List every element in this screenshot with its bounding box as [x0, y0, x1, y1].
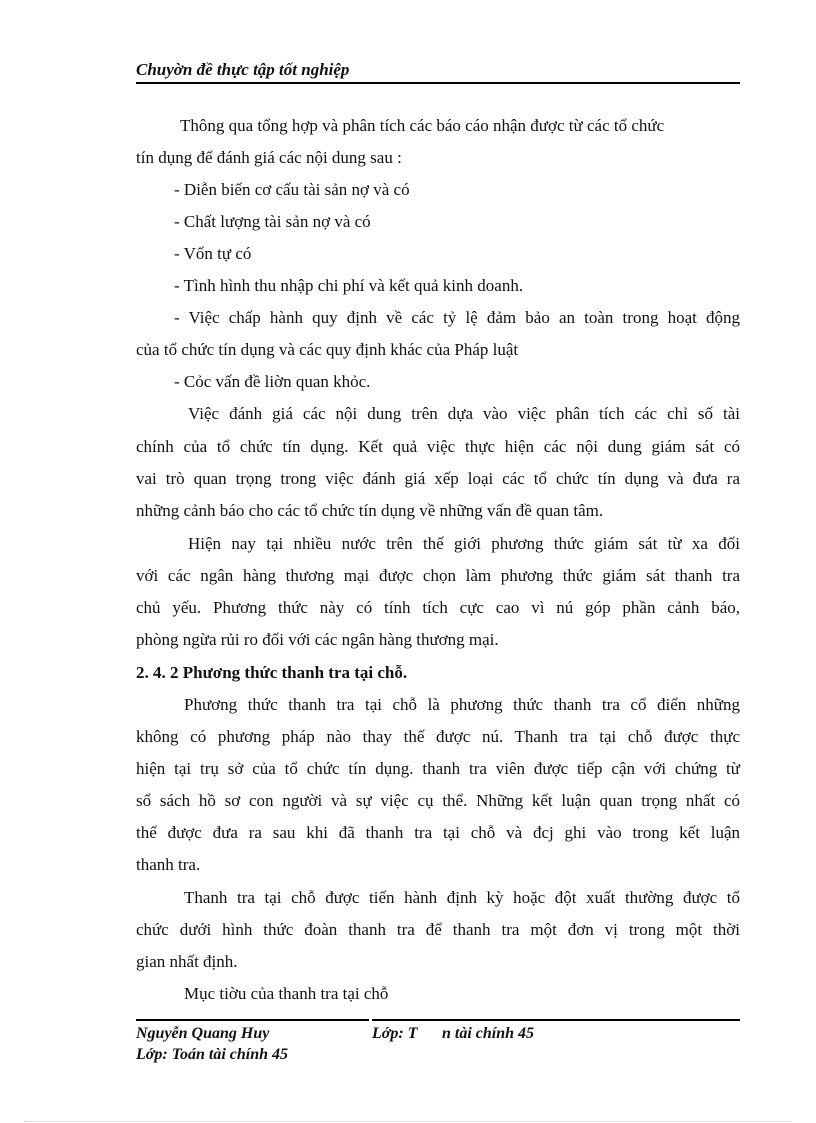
paragraph-line: gian nhất định.	[136, 952, 238, 971]
section-heading: 2. 4. 2 Phương thức thanh tra tại chỗ.	[136, 663, 408, 682]
page-header	[136, 58, 740, 84]
footer-rule-right	[372, 1019, 740, 1021]
paragraph-line: phòng ngừa rủi ro đối với các ngân hàng thương mại.	[136, 630, 499, 649]
list-item: - Việc chấp hành quy định về các tỷ lệ đảm bảo an toàn trong hoạt động	[174, 308, 740, 327]
header-title: Chuyờn đề thực tập tốt nghiệp	[136, 60, 350, 79]
list-item: - Cỏc vấn đề liờn quan khỏc.	[174, 372, 371, 391]
paragraph-line: chủ yếu. Phương thức này có tính tích cực cao vì nú góp phần cảnh báo,	[136, 598, 740, 617]
paragraph-line: những cảnh báo cho các tổ chức tín dụng về những vấn đề quan tâm.	[136, 501, 604, 520]
paragraph-line: với các ngân hàng thương mại được chọn làm phương thức giám sát thanh tra	[136, 566, 740, 585]
list-item: - Chất lượng tài sản nợ và có	[174, 212, 371, 231]
footer-class: Lớp: Toán tài chính 45	[136, 1046, 289, 1063]
page-bottom-divider	[24, 1121, 792, 1122]
paragraph-line: vai trò quan trọng trong việc đánh giá xếp loại các tổ chức tín dụng và đưa ra	[136, 469, 740, 488]
footer-author: Nguyễn Quang Huy	[136, 1025, 270, 1042]
paragraph-line: thể được đưa ra sau khi đã thanh tra tại chỗ và đcj ghi vào trong kết luận	[136, 823, 740, 842]
footer-class-overlay-tail: n tài chính 45	[442, 1025, 535, 1042]
paragraph-line: hiện tại trụ sở của tổ chức tín dụng. thanh tra viên được tiếp cận với chứng từ	[136, 759, 740, 778]
paragraph-line: Phương thức thanh tra tại chỗ là phương thức thanh tra cổ điển những	[184, 695, 740, 714]
list-item: - Tình hình thu nhập chi phí và kết quả kinh doanh.	[174, 276, 524, 295]
paragraph-line: Thanh tra tại chỗ được tiến hành định kỳ hoặc đột xuất thường được tổ	[184, 888, 740, 907]
paragraph-line: của tổ chức tín dụng và các quy định khác của Pháp luật	[136, 340, 519, 359]
paragraph-line: chức dưới hình thức đoàn thanh tra để thanh tra một đơn vị trong một thời	[136, 920, 740, 939]
paragraph-line: tín dụng để đánh giá các nội dung sau :	[136, 148, 402, 167]
footer-rule-left	[136, 1019, 369, 1021]
paragraph-line: Mục tiờu của thanh tra tại chỗ	[184, 984, 389, 1003]
list-item: - Diễn biến cơ cấu tài sản nợ và có	[174, 180, 410, 199]
footer-class-overlay: Lớp: T	[372, 1025, 418, 1042]
paragraph-line: Thông qua tổng hợp và phân tích các báo cáo nhận được từ các tổ chức	[180, 116, 665, 135]
paragraph-line: sổ sách hồ sơ con người và sự việc cụ thể. Những kết luận quan trọng nhất có	[136, 791, 740, 810]
paragraph-line: chính của tổ chức tín dụng. Kết quả việc thực hiện các nội dung giám sát có	[136, 437, 740, 456]
paragraph-line: không có phương pháp nào thay thế được nú. Thanh tra tại chỗ được thực	[136, 727, 740, 746]
paragraph-line: thanh tra.	[136, 855, 201, 874]
paragraph-line: Hiện nay tại nhiều nước trên thế giới phương thức giám sát từ xa đối	[188, 534, 740, 553]
paragraph-line: Việc đánh giá các nội dung trên dựa vào việc phân tích các chỉ số tài	[188, 404, 740, 423]
list-item: - Vốn tự có	[174, 244, 252, 263]
